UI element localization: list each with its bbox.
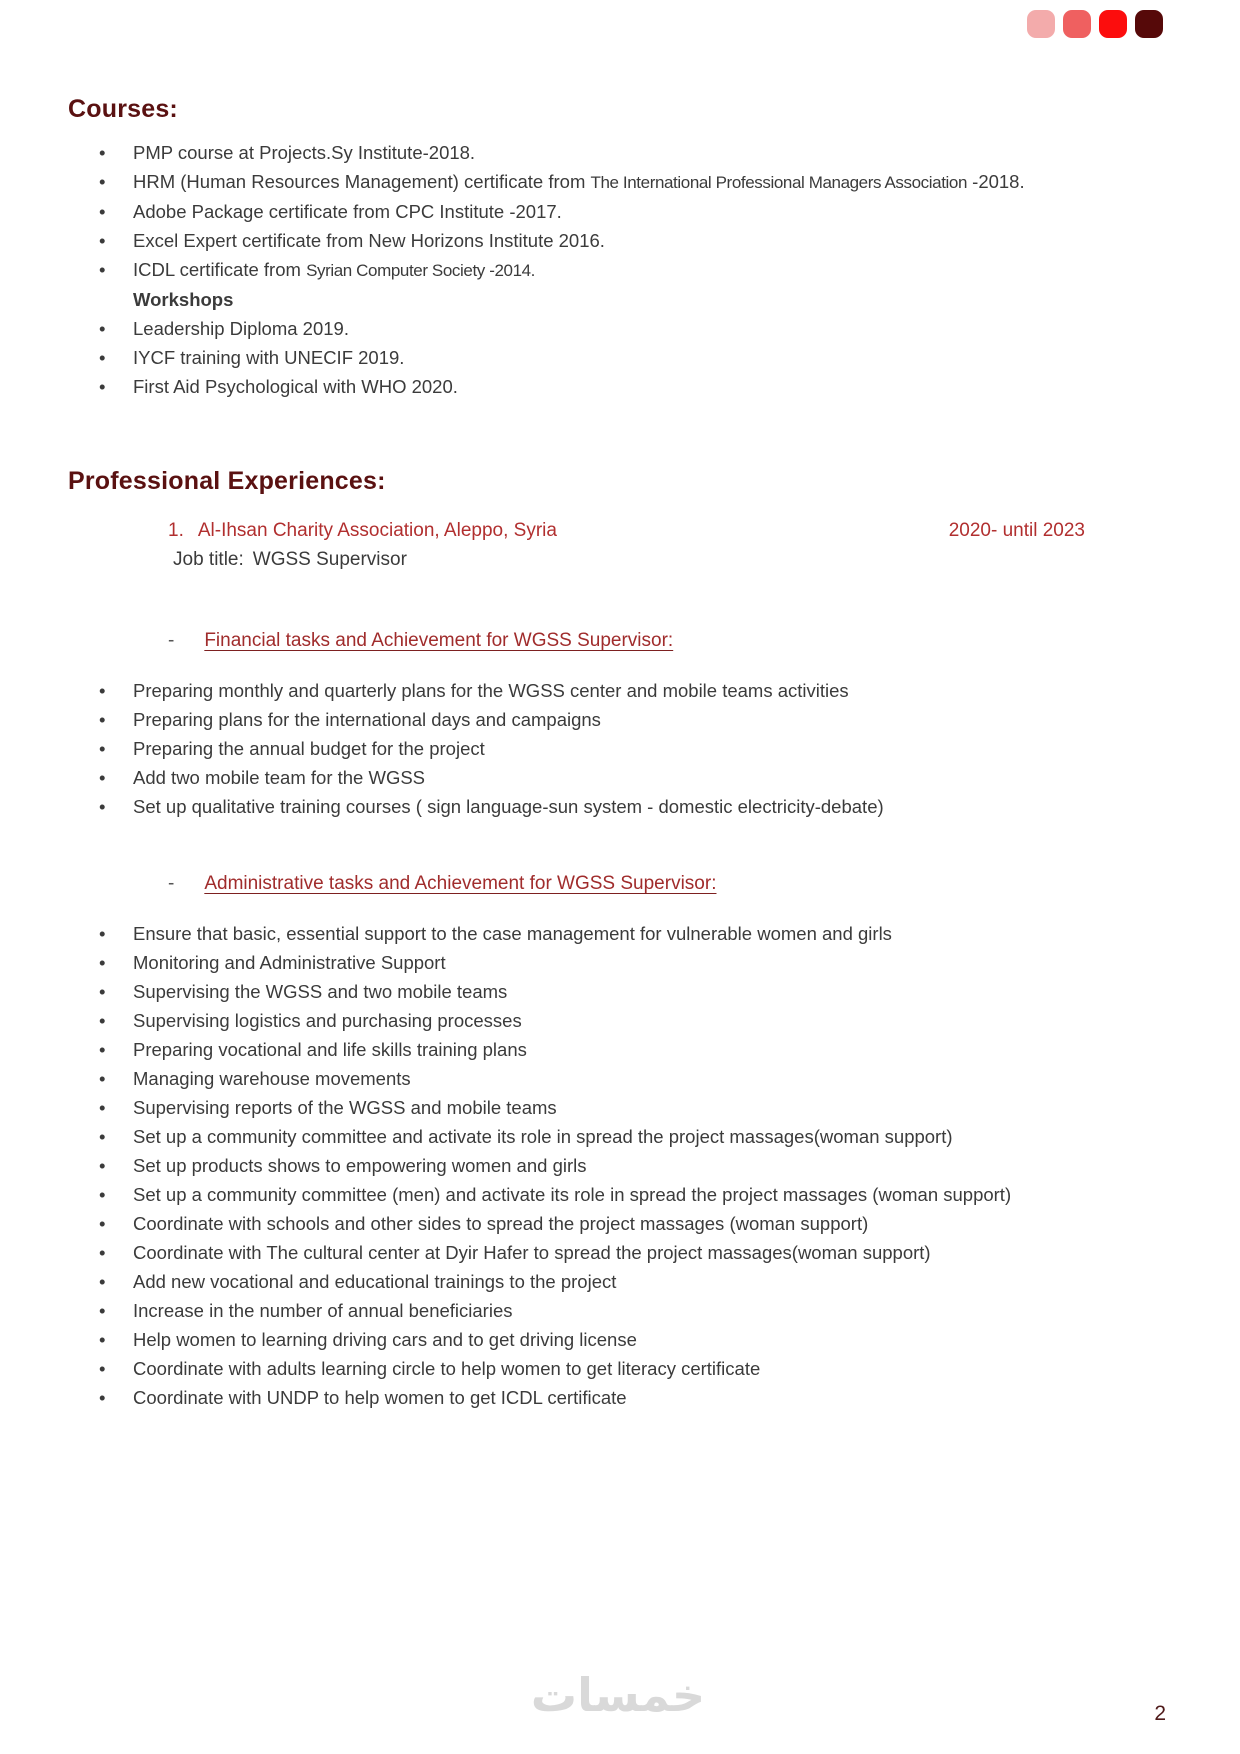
admin-task-item: • Set up a community committee and activate its role in spread the project massages(woman support) [68, 1122, 1168, 1151]
page-number: 2 [1154, 1702, 1166, 1725]
square-bright-red-icon [1099, 10, 1127, 38]
admin-task-item: • Set up a community committee (men) and activate its role in spread the project massages (woman support) [68, 1180, 1168, 1209]
square-salmon-red-icon [1063, 10, 1091, 38]
job-title-label: Job title: [173, 549, 244, 570]
course-item: • ICDL certificate from Syrian Computer Society -2014. [68, 255, 1168, 285]
administrative-tasks-list [68, 919, 1168, 1412]
experience-entry [168, 516, 1168, 545]
financial-task-item: • Preparing plans for the international days and campaigns [68, 705, 1168, 734]
financial-task-item: • Preparing monthly and quarterly plans for the WGSS center and mobile teams activities [68, 676, 1168, 705]
khamsat-watermark: خمسات [530, 1668, 706, 1722]
dash-marker: - [168, 630, 175, 651]
admin-task-item: • Ensure that basic, essential support to the case management for vulnerable women and girls [68, 919, 1168, 948]
admin-task-item: • Coordinate with The cultural center at Dyir Hafer to spread the project massages(woman support) [68, 1238, 1168, 1267]
workshop-item: • IYCF training with UNECIF 2019. [68, 343, 1168, 372]
financial-tasks-list [68, 676, 1168, 821]
financial-task-item: • Preparing the annual budget for the project [68, 734, 1168, 763]
admin-task-item: • Monitoring and Administrative Support [68, 948, 1168, 977]
experience-organization: 1. Al-Ihsan Charity Association, Aleppo, Syria [168, 520, 557, 541]
courses-list [68, 138, 1168, 401]
job-title-value: WGSS Supervisor [252, 549, 407, 570]
experience-period: 2020- until 2023 [948, 520, 1085, 541]
course-item: • HRM (Human Resources Management) certificate from The International Professional Managers Association -2018. [68, 167, 1168, 197]
workshops-subheading: Workshops [133, 289, 234, 310]
experience-number: 1. [168, 520, 184, 541]
courses-heading: Courses: [68, 95, 178, 123]
admin-task-item: • Coordinate with adults learning circle to help women to get literacy certificate [68, 1354, 1168, 1383]
admin-task-item: • Add new vocational and educational trainings to the project [68, 1267, 1168, 1296]
admin-task-item: • Managing warehouse movements [68, 1064, 1168, 1093]
admin-task-item: • Supervising the WGSS and two mobile teams [68, 977, 1168, 1006]
square-light-pink-icon [1027, 10, 1055, 38]
admin-task-item: • Set up products shows to empowering women and girls [68, 1151, 1168, 1180]
administrative-tasks-subheading: - Administrative tasks and Achievement for WGSS Supervisor: [168, 873, 717, 894]
admin-task-item: • Increase in the number of annual beneficiaries [68, 1296, 1168, 1325]
workshop-item: • First Aid Psychological with WHO 2020. [68, 372, 1168, 401]
admin-task-item: • Coordinate with UNDP to help women to get ICDL certificate [68, 1383, 1168, 1412]
admin-task-item: • Coordinate with schools and other sides to spread the project massages (woman support) [68, 1209, 1168, 1238]
admin-task-item: • Help women to learning driving cars and to get driving license [68, 1325, 1168, 1354]
course-item: • PMP course at Projects.Sy Institute-2018. [68, 138, 1168, 167]
dash-marker: - [168, 873, 175, 894]
course-item: • Adobe Package certificate from CPC Institute -2017. [68, 197, 1168, 226]
course-item: • Excel Expert certificate from New Horizons Institute 2016. [68, 226, 1168, 255]
job-title-row [173, 545, 1168, 574]
admin-task-item: • Preparing vocational and life skills training plans [68, 1035, 1168, 1064]
financial-task-item: • Add two mobile team for the WGSS [68, 763, 1168, 792]
financial-tasks-subheading: - Financial tasks and Achievement for WGSS Supervisor: [168, 630, 674, 651]
decor-color-squares [1027, 10, 1163, 38]
admin-task-item: • Supervising reports of the WGSS and mobile teams [68, 1093, 1168, 1122]
experiences-heading: Professional Experiences: [68, 467, 386, 495]
square-dark-maroon-icon [1135, 10, 1163, 38]
admin-task-item: • Supervising logistics and purchasing processes [68, 1006, 1168, 1035]
workshop-item: • Leadership Diploma 2019. [68, 314, 1168, 343]
financial-task-item: • Set up qualitative training courses ( sign language-sun system - domestic electricity-debate) [68, 792, 1168, 821]
